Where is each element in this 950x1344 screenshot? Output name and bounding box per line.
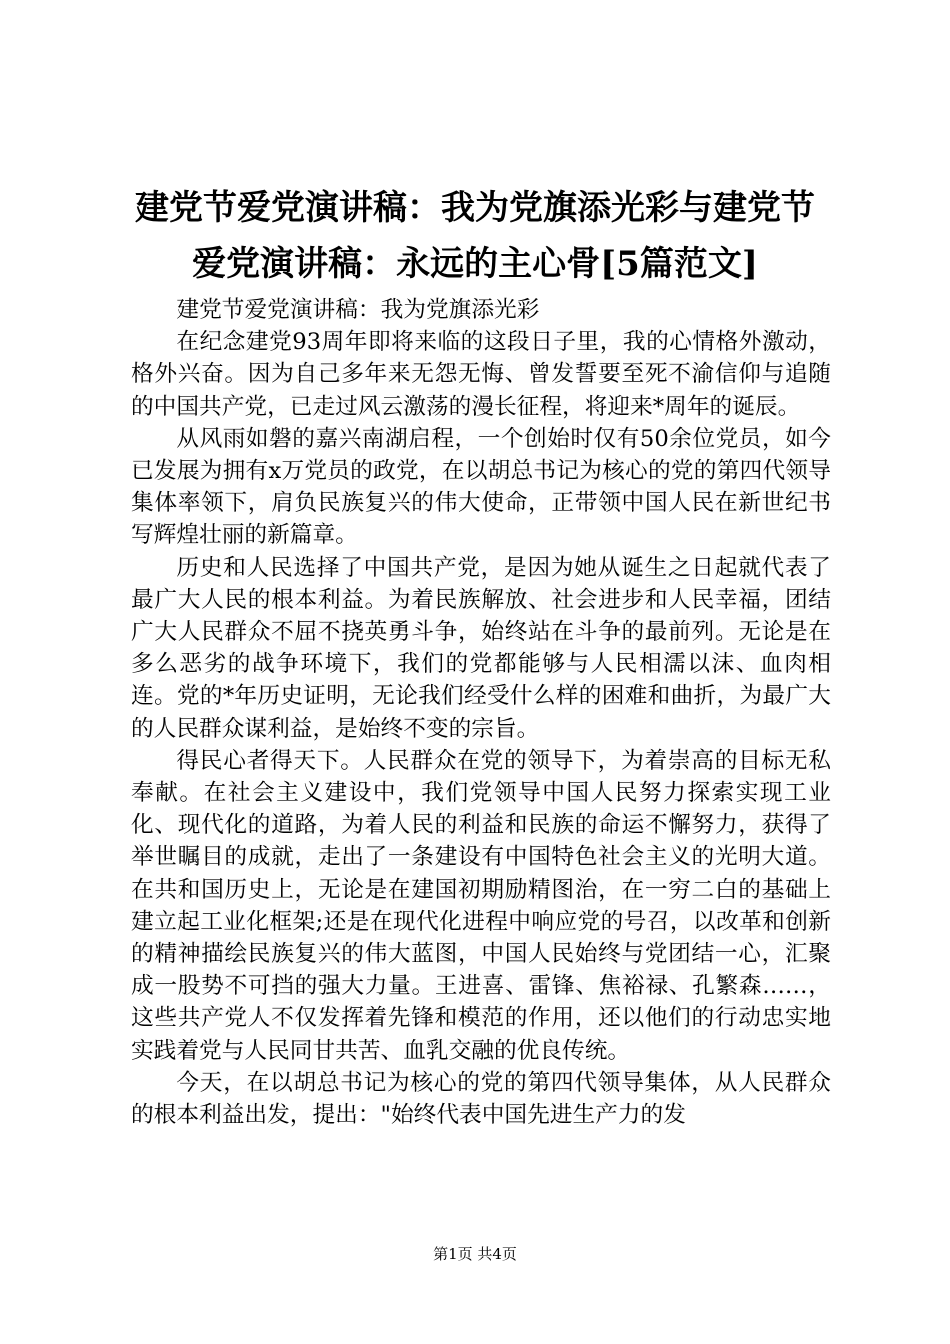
- paragraph-2: 从风雨如磐的嘉兴南湖启程，一个创始时仅有50余位党员，如今已发展为拥有x万党员的政党，在以胡总书记为核心的党的第四代领导集体率领下，肩负民族复兴的伟大使命，正带领中国人民在新世纪书写辉煌壮丽的新篇章。: [131, 425, 831, 549]
- document-title: [110, 180, 840, 292]
- paragraph-3: 历史和人民选择了中国共产党，是因为她从诞生之日起就代表了最广大人民的根本利益。为着民族解放、社会进步和人民幸福，团结广大人民群众不屈不挠英勇斗争，始终站在斗争的最前列。无论是在多么恶劣的战争环境下，我们的党都能够与人民相濡以沫、血肉相连。党的*年历史证明，无论我们经受什么样的困难和曲折，为最广大的人民群众谋利益，是始终不变的宗旨。: [131, 554, 831, 742]
- title-line-1: 建党节爱党演讲稿：我为党旗添光彩与建党节: [135, 188, 815, 228]
- subheading: 建党节爱党演讲稿：我为党旗添光彩: [176, 297, 540, 323]
- document-body: [131, 294, 831, 1131]
- title-line-2: 爱党演讲稿：永远的主心骨[5篇范文]: [192, 244, 758, 284]
- page-number-footer: 第1页 共4页: [433, 1245, 517, 1263]
- paragraph-5: 今天，在以胡总书记为核心的党的第四代领导集体，从人民群众的根本利益出发，提出："始终代表中国先进生产力的发: [131, 1069, 831, 1129]
- paragraph-1: 在纪念建党93周年即将来临的这段日子里，我的心情格外激动，格外兴奋。因为自己多年来无怨无悔、曾发誓要至死不渝信仰与追随的中国共产党，已走过风云激荡的漫长征程，将迎来*周年的诞辰。: [131, 329, 831, 420]
- paragraph-4: 得民心者得天下。人民群众在党的领导下，为着崇高的目标无私奉献。在社会主义建设中，我们党领导中国人民努力探索实现工业化、现代化的道路，为着人民的利益和民族的命运不懈努力，获得了举世瞩目的成就，走出了一条建设有中国特色社会主义的光明大道。在共和国历史上，无论是在建国初期励精图治，在一穷二白的基础上建立起工业化框架;还是在现代化进程中响应党的号召，以改革和创新的精神描绘民族复兴的伟大蓝图，中国人民始终与党团结一心，汇聚成一股势不可挡的强大力量。王进喜、雷锋、焦裕禄、孔繁森……，这些共产党人不仅发挥着先锋和模范的作用，还以他们的行动忠实地实践着党与人民同甘共苦、血乳交融的优良传统。: [131, 747, 831, 1064]
